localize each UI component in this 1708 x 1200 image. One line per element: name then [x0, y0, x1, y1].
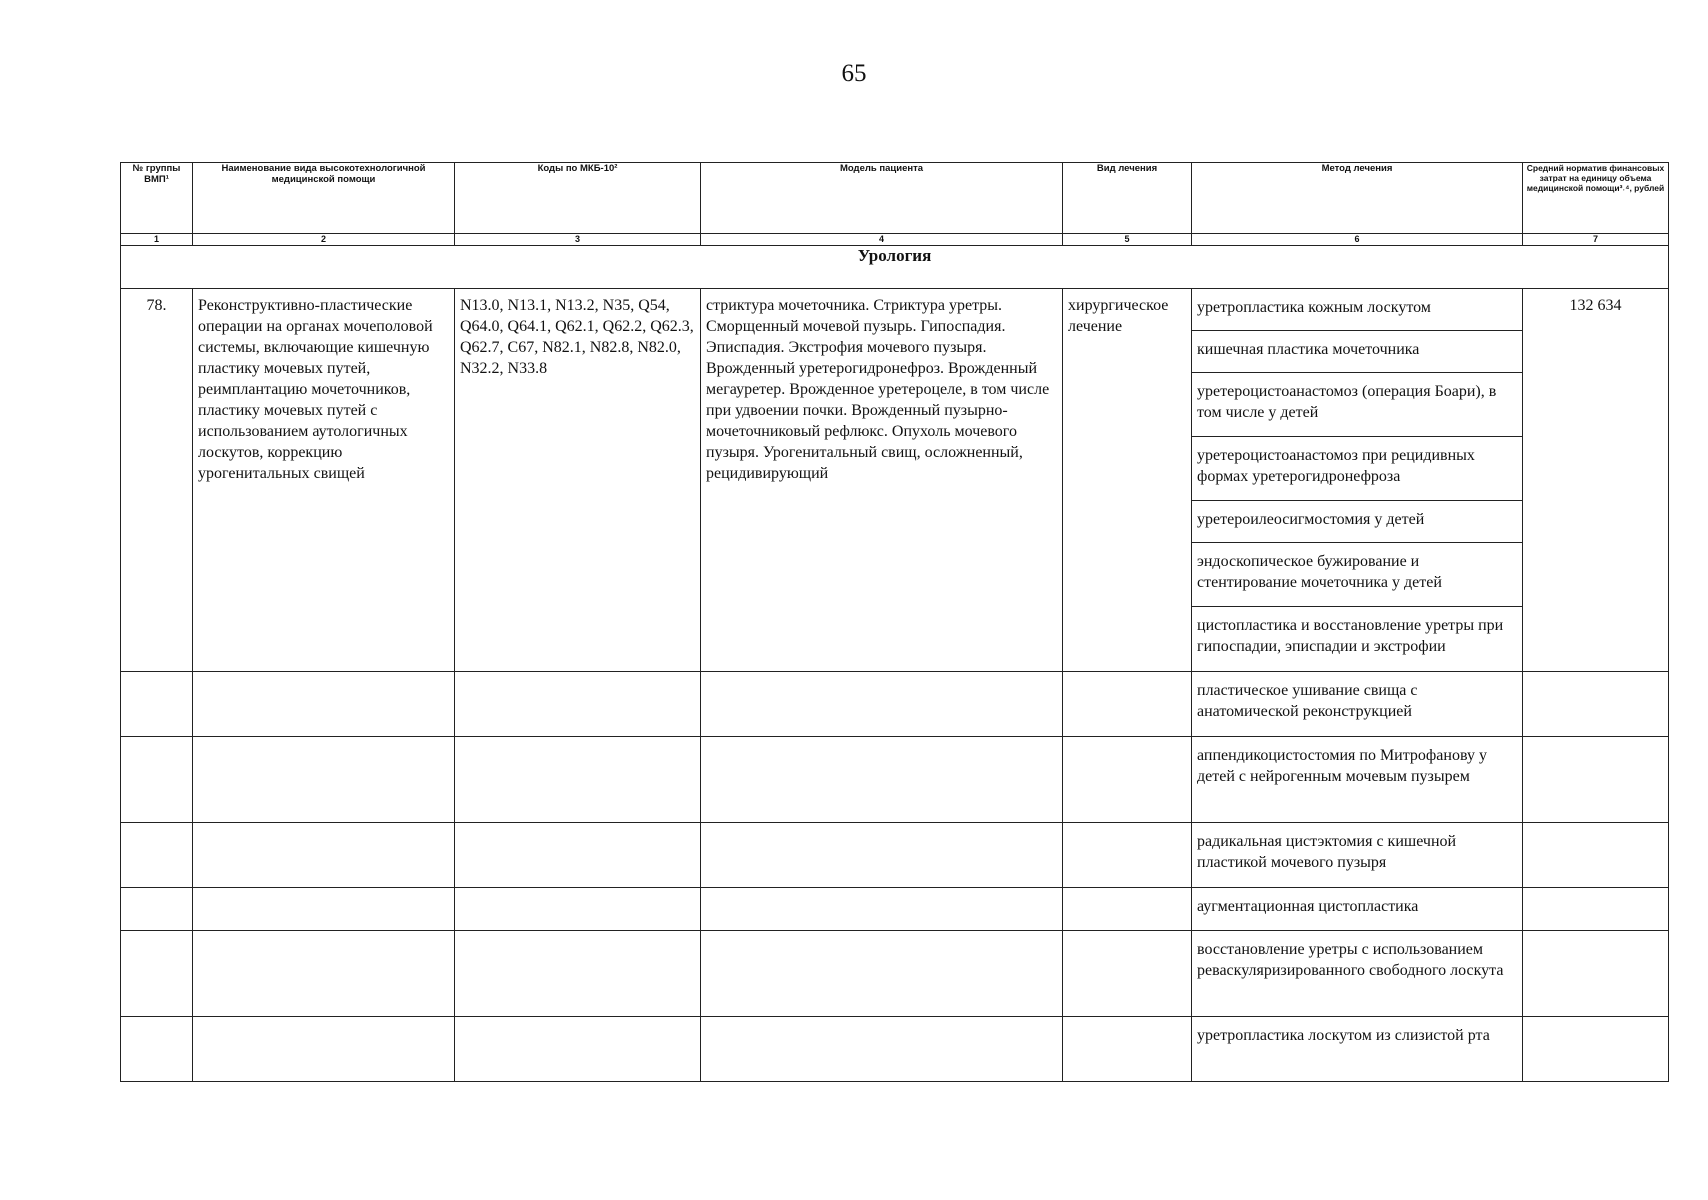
group-number-cell [121, 289, 193, 672]
method-item: уретропластика кожным лоскутом [1192, 289, 1522, 331]
header-row [121, 163, 1669, 234]
method-item: радикальная цистэктомия с кишечной пластикой мочевого пузыря [1197, 833, 1457, 871]
table-row [121, 737, 1669, 823]
section-title: Урология [121, 246, 1669, 289]
method-item: аугментационная цистопластика [1197, 898, 1419, 915]
treatment-type: хирургическое лечение [1068, 297, 1169, 335]
method-item: пластическое ушивание свища с анатомической реконструкцией [1197, 682, 1418, 720]
method-item: цистопластика и восстановление уретры при гипоспадии, эписпадии и экстрофии [1197, 617, 1504, 655]
section-row [121, 246, 1669, 289]
column-number: 5 [1063, 234, 1192, 246]
table-row [121, 888, 1669, 931]
patient-model: стриктура мочеточника. Стриктура уретры. Сморщенный мочевой пузырь. Гипоспадия. Эписпадия. Экстрофия мочевого пузыря. Врожденный уретерогидронефроз. Врожденный мегауретер. Врожденное уретероцеле, в том числе при удвоении почки. Врожденный пузырно-мочеточниковый рефлюкс. Опухоль мочевого пузыря. Урогенитальный свищ, осложненный, рецидивирующий [706, 297, 1050, 482]
column-number: 4 [701, 234, 1063, 246]
patient-model-cell [701, 289, 1063, 672]
table-row [121, 823, 1669, 888]
table-row [121, 1017, 1669, 1082]
method-item: кишечная пластика мочеточника [1192, 331, 1522, 373]
column-number: 2 [193, 234, 455, 246]
icd-codes: N13.0, N13.1, N13.2, N35, Q54, Q64.0, Q64.1, Q62.1, Q62.2, Q62.3, Q62.7, C67, N82.1, N82.8, N82.0, N32.2, N33.8 [460, 297, 694, 377]
column-number: 3 [455, 234, 701, 246]
column-number: 6 [1192, 234, 1523, 246]
method-item: аппендикоцистостомия по Митрофанову у детей с нейрогенным мочевым пузырем [1197, 747, 1487, 785]
column-number: 7 [1523, 234, 1669, 246]
method-item: уретероцистоанастомоз (операция Боари), в том числе у детей [1192, 373, 1522, 437]
header-cost: Средний норматив финансовых затрат на единицу объема медицинской помощи³˒⁴, рублей [1523, 163, 1669, 234]
method-item: восстановление уретры с использованием реваскуляризированного свободного лоскута [1197, 941, 1504, 979]
cost-value: 132 634 [1569, 297, 1622, 314]
column-number: 1 [121, 234, 193, 246]
table-row [121, 931, 1669, 1017]
table-row [121, 289, 1669, 672]
header-type: Вид лечения [1063, 163, 1192, 234]
treatment-table [120, 162, 1669, 1082]
treatment-type-cell [1063, 289, 1192, 672]
care-name-cell [193, 289, 455, 672]
header-model: Модель пациента [701, 163, 1063, 234]
method-item: эндоскопическое бужирование и стентирование мочеточника у детей [1192, 543, 1522, 607]
cost-cell [1523, 289, 1669, 672]
header-method: Метод лечения [1192, 163, 1523, 234]
method-item: уретероцистоанастомоз при рецидивных формах уретерогидронефроза [1192, 437, 1522, 501]
page-number: 65 [841, 60, 867, 87]
header-group: № группы ВМП¹ [121, 163, 193, 234]
header-name: Наименование вида высокотехнологичной медицинской помощи [193, 163, 455, 234]
table-row [121, 672, 1669, 737]
method-item: уретропластика лоскутом из слизистой рта [1197, 1027, 1490, 1044]
column-number-row [121, 234, 1669, 246]
methods-cell [1192, 289, 1523, 672]
care-name: Реконструктивно-пластические операции на органах мочеполовой системы, включающие кишечную пластику мочевых путей, реимплантацию мочеточников, пластику мочевых путей с использованием аутологичных лоскутов, коррекцию урогенитальных свищей [198, 297, 433, 482]
group-number: 78. [146, 297, 167, 314]
header-codes: Коды по МКБ-10² [455, 163, 701, 234]
icd-codes-cell [455, 289, 701, 672]
method-item: уретероилеосигмостомия у детей [1192, 501, 1522, 543]
